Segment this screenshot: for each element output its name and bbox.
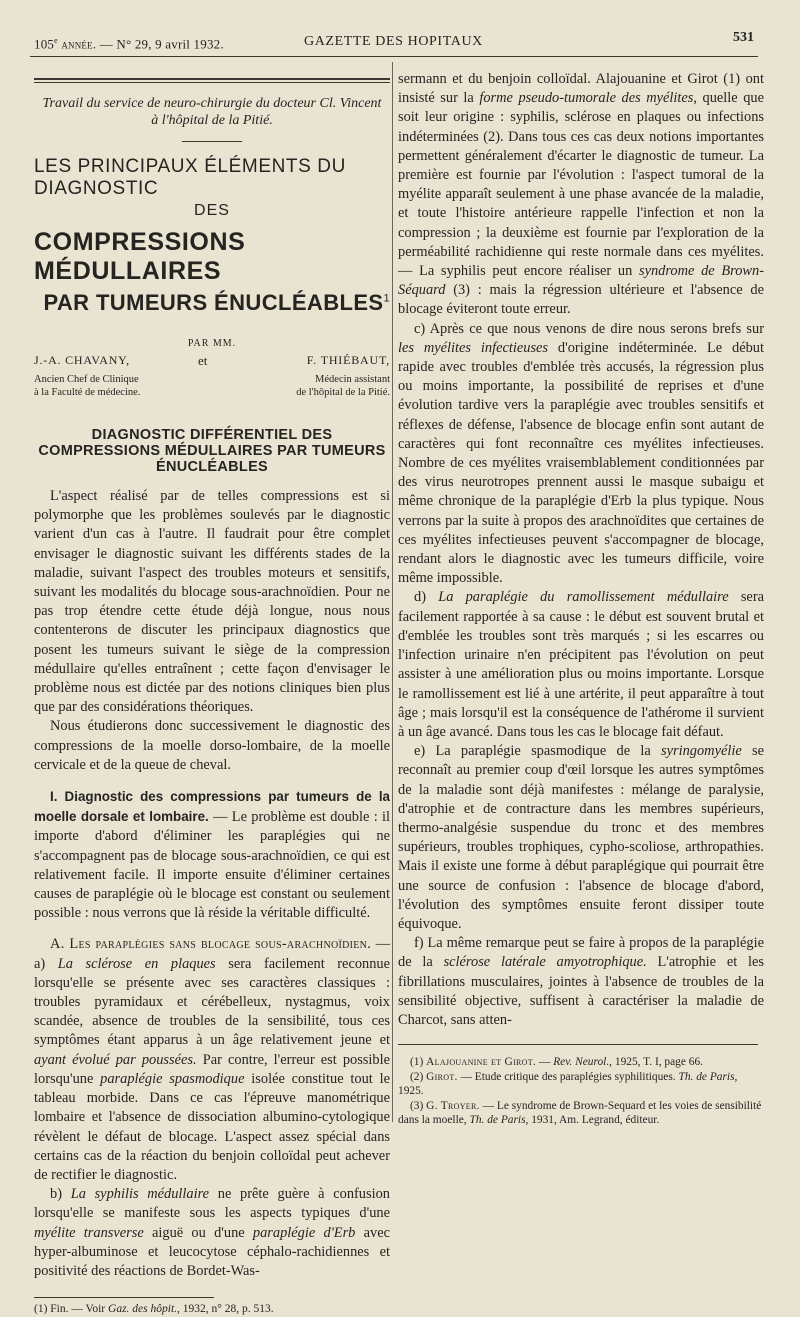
title-line-3: COMPRESSIONS MÉDULLAIRES: [34, 228, 246, 285]
running-header: [34, 30, 754, 54]
author-1-name: J.-A. CHAVANY,: [34, 353, 130, 367]
note-3: (3) G. Troyer. — Le syndrome de Brown-Sequard et les voies de sensibilité dans la moelle, Th. de Paris, 1931, Am. Legrand, éditeur.: [398, 1099, 762, 1127]
author-2: [224, 353, 390, 399]
paragraph: A. Les paraplégies sans blocage sous-arachnoïdien. — a) La sclérose en plaques sera facilement reconnue lorsqu'elle se présente avec ses caractères classiques : troubles pyramidaux et cérébelleux, nystagmus, voix scandée, absence de troubles de la sensibilité, tous ces symptômes étant apparus à un âge relativement jeune et ayant évolué par poussées. Par contre, l'erreur est possible lorsqu'une paraplégie spasmodique isolée constitue tout le tableau morbide. Dans ce cas l'épreuve manométrique lombaire et l'absence de dissociation albumino-cytologique révèlent le défaut de blocage. L'aspect assez spécial dans certains cas de la réaction du benjoin colloïdal peut achever de rectifier le diagnostic.: [34, 936, 391, 1183]
paragraph: e) La paraplégie spasmodique de la syringomyélie se reconnaît au premier coup d'œil lorsque les autres symptômes de la maladie sont déjà manifestes : mélange de paralysie, d'atrophie et de contracture dans les membres supérieurs, thermo-analgésie suspendue du tronc et des membres supérieurs, troubles trophiques, cypho-scoliose, arthropathies. Mais il existe une forme à début paraplégique qui pourrait être une source de confusion : l'absence de blocage d'abord, l'évolution des symptômes ensuite feront dissiper toute équivoque.: [398, 743, 764, 932]
issue-date: — N° 29, 9 avril 1932.: [99, 36, 224, 52]
paragraph: b) La syphilis médullaire ne prête guère à confusion lorsqu'elle se manifeste sous les aspects typiques d'une myélite transverse aiguë ou d'une paraplégie d'Erb avec hyper-albuminose et leucocytose céphalo-rachidiennes et positivité des réactions de Bordet-Was-: [34, 1186, 390, 1279]
paragraph: Nous étudierons donc successivement le diagnostic des compressions de la moelle dorso-lombaire, de la moelle cervicale et de la queue de cheval.: [34, 718, 390, 773]
title-double-rule: [34, 78, 390, 83]
byline-par: PAR MM.: [187, 338, 237, 349]
title-line-1: LES PRINCIPAUX ÉLÉMENTS DU DIAGNOSTIC: [34, 156, 346, 199]
title-line-4-text: PAR TUMEURS ÉNUCLÉABLES: [43, 290, 384, 315]
footnote: (1) Fin. — Voir Gaz. des hôpit., 1932, n° 28, p. 513.: [34, 1303, 274, 1316]
subsection-heading: A. Les paraplégies sans blocage sous-arachnoïdien.: [50, 936, 372, 953]
paragraph: d) La paraplégie du ramollissement médullaire sera facilement rapportée à sa cause : le début est souvent brutal et d'emblée les troubles sont très marqués ; si les escarres ou l'infection urinaire n'en précipitent pas l'évolution on peut assister à une amélioration plus ou moins importante. Lorsque le ramollissement est lié à une artérite, il peut apparaître à tout âge ; mais lorsqu'il est la conséquence de l'athérome il survient à un âge avancé. Dans tous les cas le blocage fait défaut.: [398, 589, 764, 740]
section-heading: DIAGNOSTIC DIFFÉRENTIEL DES COMPRESSIONS MÉDULLAIRES PAR TUMEURS ÉNUCLÉABLES: [38, 427, 386, 475]
journal-title: GAZETTE DES HOPITAUX: [304, 34, 483, 49]
title-short-rule: [182, 141, 242, 142]
paragraph: I. Diagnostic des compressions par tumeurs de la moelle dorsale et lombaire. — Le problème est double : il importe d'abord d'éliminer les paraplégies qui ne s'accompagnent pas de blocage sous-arachnoïdien, ce qui est relativement facile. Il importe ensuite d'éliminer certaines causes de paraplégie où le blocage est constant ou seulement possible : nous verrons que là réside la véritable difficulté.: [34, 789, 390, 922]
right-body: [398, 70, 764, 1128]
title-line-2: DES: [194, 202, 230, 219]
article-subtitle: [34, 95, 390, 129]
author-1-role-line-1: Ancien Chef de Clinique: [34, 374, 139, 385]
note-1: (1) Alajouanine et Girot. — Rev. Neurol., 1925, T. I, page 66.: [410, 1056, 704, 1069]
paragraph: c) Après ce que nous venons de dire nous serons brefs sur les myélites infectieuses d'origine indéterminée. Le début rapide avec troubles d'emblée très accusés, la régression plus ou moins importante, la possibilité de reprises et d'une évolution tardive vers la paraplégie avec troubles sensitifs et réflexes de défense, l'absence de blocage enfin sont autant de caractères qui font reconnaître ces myélites infectieuses. Nombre de ces myélites vraisemblablement conditionnées par des virus neurotropes prennent aussi le masque subaigu et même chronique de la paraplégie d'Erb la plus typique. Nous verrons par la suite à propos des arachnoïdites que certaines de ces myélites infectieuses peuvent s'accompagner de blocage, rendant alors le diagnostic avec les tumeurs difficile, voire même impossible.: [398, 320, 764, 587]
edition-suffix: e: [54, 36, 58, 45]
paragraph: sermann et du benjoin colloïdal. Alajouanine et Girot (1) ont insisté sur la forme pseudo-tumorale des myélites, quelle que soit leur origine : syphilis, sclérose en plaques ou infections indéterminées (2). Dans tous ces cas deux notions importantes permettent généralement d'écarter le diagnostic de tumeur. La première est fournie par l'évolution : l'aspect tumoral de la myélite apparaît seulement à une phase avancée de la maladie, et toute l'histoire antérieure rappelle l'infection et non la compression ; la deuxième est fournie par l'exploration de la perméabilité rachidienne qui reste normale dans ces myélites. — La syphilis peut encore réaliser un syndrome de Brown-Séquard (3) : mais la régression ultérieure et l'absence de blocage éviteront toute erreur.: [398, 71, 765, 318]
footnote-rule: [34, 1297, 214, 1298]
left-body: [34, 487, 390, 1317]
author-2-role: [224, 373, 390, 399]
header-rule: [30, 56, 758, 57]
title-footnote-mark: 1: [383, 292, 390, 305]
column-divider: [392, 62, 393, 1122]
author-1-role-line-2: à la Faculté de médecine.: [34, 387, 141, 398]
left-column: [34, 62, 390, 1317]
author-conjunction: et: [198, 353, 208, 368]
issue-info: [34, 36, 224, 52]
subtitle-line-2: à l'hôpital de la Pitié.: [151, 113, 273, 128]
note-2: (2) Girot. — Etude critique des paraplégies syphilitiques. Th. de Paris, 1925.: [398, 1070, 738, 1098]
author-2-name: F. THIÉBAUT,: [306, 353, 390, 367]
author-2-role-line-1: Médecin assistant: [315, 374, 390, 385]
notes: [398, 1055, 764, 1128]
notes-rule: [398, 1044, 758, 1045]
author-1: [34, 353, 214, 399]
authors-block: [34, 353, 390, 409]
right-column: [398, 62, 764, 1128]
page-number: 531: [733, 30, 754, 45]
author-2-role-line-2: de l'hôpital de la Pitié.: [296, 387, 390, 398]
edition-number: 105: [34, 36, 55, 52]
subtitle-line-1: Travail du service de neuro-chirurgie du docteur Cl. Vincent: [42, 96, 382, 111]
paragraph: L'aspect réalisé par de telles compressions est si polymorphe que les problèmes soulevés par le diagnostic varient d'un cas à l'autre. Il faudrait pour être complet envisager le diagnostic suivant les différents stades de la maladie, suivant l'aspect des troubles moteurs et sensitifs, suivant les modalités du blocage sous-arachnoïdien. Pour ne pas trop étendre cette étude déjà longue, nous nous contenterons de discuter les principaux diagnostics que posent les tumeurs suivant le siège de la compression médullaire qu'elles entraînent ; cette façon d'envisager le problème nous est dictée par des notions cliniques bien plus que par des considérations théoriques.: [34, 488, 390, 716]
author-1-role: [34, 373, 214, 399]
title-line-4: [34, 290, 390, 316]
edition-word: année.: [61, 36, 97, 52]
paragraph: f) La même remarque peut se faire à propos de la paraplégie de la sclérose latérale amyotrophique. L'atrophie et les fibrillations musculaires, jointes à l'absence de troubles de la sensibilité objective, suffisent à caractériser la maladie de Charcot, sans atten-: [398, 935, 764, 1028]
subsection-heading: I. Diagnostic des compressions par tumeurs de la moelle dorsale et lombaire.: [34, 789, 390, 825]
